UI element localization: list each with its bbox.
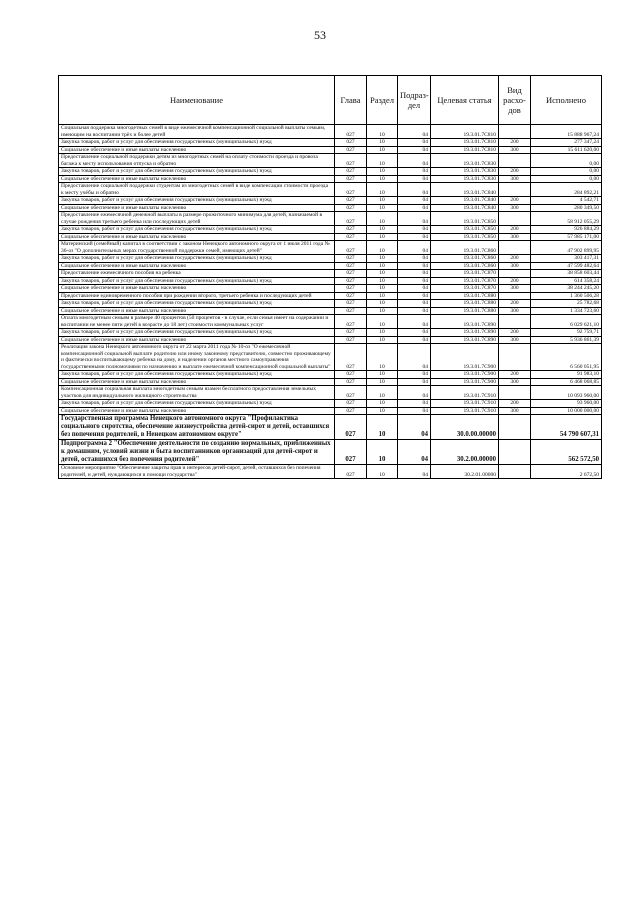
row-expense-type — [499, 344, 531, 371]
row-executed: 277 347,24 — [531, 139, 602, 147]
row-subsection: 04 — [398, 125, 431, 139]
row-executed: 1 334 723,60 — [531, 307, 602, 315]
row-expense-type: 300 — [499, 233, 531, 241]
row-expense-type — [499, 292, 531, 300]
row-target: 19.3.01.7С870 — [431, 270, 499, 278]
row-target: 19.3.01.7С890 — [431, 329, 499, 337]
table-row — [59, 315, 602, 329]
row-name: Материнский (семейный) капитал в соответствии с законом Ненецкого автономного округа от 1 июля 2011 года № 36-оз "О дополнительных мерах государственной поддержки семей, имеющих детей" — [59, 241, 335, 255]
row-subsection: 04 — [398, 344, 431, 371]
row-name: Реализация закона Ненецкого автономного округа от 22 марта 2011 года № 10-оз "О ежемесячной компенсационной социальной выплате родителю или иному законному представителю, совместно проживающему и фактически воспитывающему ребенка на дому, и наделении органов местного самоуправления государственными полномочиями по назначению и выплате ежемесячной компенсационной социальной выплаты" — [59, 344, 335, 371]
row-name: Социальное обеспечение и иные выплаты населению — [59, 262, 335, 270]
table-row — [59, 277, 602, 285]
row-executed: 38 244 245,20 — [531, 285, 602, 293]
header-executed: Исполнено — [531, 76, 602, 125]
row-section: 10 — [367, 183, 398, 197]
table-row — [59, 233, 602, 241]
row-name: Социальное обеспечение и иные выплаты населению — [59, 407, 335, 415]
row-chapter: 027 — [335, 146, 367, 154]
row-subsection: 04 — [398, 315, 431, 329]
table-row — [59, 175, 602, 183]
row-executed: 280 349,50 — [531, 204, 602, 212]
row-expense-type — [499, 183, 531, 197]
row-name: Предоставление ежемесячной денежной выплаты в размере прожиточного минимума для детей, назначаемой в случае рождения третьего ребенка или последующих детей — [59, 212, 335, 226]
row-name: Закупка товаров, работ и услуг для обеспечения государственных (муниципальных) нужд — [59, 255, 335, 263]
row-chapter: 027 — [335, 241, 367, 255]
row-executed: 2 672,50 — [531, 465, 602, 479]
row-subsection: 04 — [398, 407, 431, 415]
row-name: Предоставление единовременного пособия при рождении второго, третьего ребенка и последующих детей — [59, 292, 335, 300]
row-name: Закупка товаров, работ и услуг для обеспечения государственных (муниципальных) нужд — [59, 139, 335, 147]
table-row — [59, 300, 602, 308]
row-target: 19.3.01.7С910 — [431, 386, 499, 400]
row-section: 10 — [367, 386, 398, 400]
row-chapter: 027 — [335, 315, 367, 329]
row-name: Закупка товаров, работ и услуг для обеспечения государственных (муниципальных) нужд — [59, 197, 335, 205]
row-expense-type — [499, 440, 531, 465]
row-expense-type: 200 — [499, 168, 531, 176]
row-executed: 91 983,10 — [531, 371, 602, 379]
row-subsection: 04 — [398, 440, 431, 465]
row-chapter: 027 — [335, 465, 367, 479]
row-expense-type: 300 — [499, 262, 531, 270]
row-section: 10 — [367, 270, 398, 278]
row-section: 10 — [367, 292, 398, 300]
row-subsection: 04 — [398, 285, 431, 293]
row-target: 19.3.01.7С810 — [431, 146, 499, 154]
row-target: 19.3.01.7С870 — [431, 285, 499, 293]
row-executed: 57 985 171,00 — [531, 233, 602, 241]
row-name: Подпрограмма 2 "Обеспечение деятельности по созданию нормальных, приближенных к домашним, условий жизни и быта воспитанников организаций для детей-сирот и детей, оставшихся без попечения родителей" — [59, 440, 335, 465]
row-section: 10 — [367, 277, 398, 285]
row-section: 10 — [367, 139, 398, 147]
row-chapter: 027 — [335, 262, 367, 270]
row-target: 19.3.01.7С860 — [431, 255, 499, 263]
row-subsection: 04 — [398, 277, 431, 285]
row-target: 19.3.01.7С830 — [431, 154, 499, 168]
row-section: 10 — [367, 255, 398, 263]
row-executed: 562 572,50 — [531, 440, 602, 465]
row-subsection: 04 — [398, 183, 431, 197]
row-expense-type: 300 — [499, 336, 531, 344]
header-subsection: Подраз-дел — [398, 76, 431, 125]
header-expense-type: Вид расхо-дов — [499, 76, 531, 125]
row-section: 10 — [367, 212, 398, 226]
table-row — [59, 241, 602, 255]
row-expense-type — [499, 154, 531, 168]
table-header-row — [59, 76, 602, 125]
row-chapter: 027 — [335, 204, 367, 212]
row-name: Закупка товаров, работ и услуг для обеспечения государственных (муниципальных) нужд — [59, 300, 335, 308]
row-section: 10 — [367, 300, 398, 308]
row-subsection: 04 — [398, 139, 431, 147]
row-executed: 6 560 051,95 — [531, 344, 602, 371]
row-name: Основное мероприятие "Обеспечение защиты прав и интересов детей-сирот, детей, оставшихся без попечения родителей, и детей, нуждающихся в помощи государства" — [59, 465, 335, 479]
row-executed: 0,00 — [531, 168, 602, 176]
row-executed: 614 358,24 — [531, 277, 602, 285]
row-target: 19.3.01.7С840 — [431, 183, 499, 197]
row-target: 19.3.01.7С860 — [431, 241, 499, 255]
row-expense-type: 200 — [499, 139, 531, 147]
row-name: Социальное обеспечение и иные выплаты населению — [59, 378, 335, 386]
row-name: Социальное обеспечение и иные выплаты населению — [59, 146, 335, 154]
table-row — [59, 371, 602, 379]
row-target: 19.3.01.7С840 — [431, 197, 499, 205]
row-section: 10 — [367, 168, 398, 176]
row-name: Закупка товаров, работ и услуг для обеспечения государственных (муниципальных) нужд — [59, 168, 335, 176]
row-subsection: 04 — [398, 292, 431, 300]
row-target: 19.3.01.7С880 — [431, 300, 499, 308]
row-expense-type: 300 — [499, 407, 531, 415]
row-expense-type — [499, 415, 531, 440]
table-row — [59, 407, 602, 415]
row-target: 19.3.01.7С810 — [431, 139, 499, 147]
row-subsection: 04 — [398, 378, 431, 386]
table-row — [59, 336, 602, 344]
row-expense-type: 200 — [499, 197, 531, 205]
row-name: Социальное обеспечение и иные выплаты населению — [59, 336, 335, 344]
row-subsection: 04 — [398, 154, 431, 168]
table-row — [59, 292, 602, 300]
row-executed: 303 417,31 — [531, 255, 602, 263]
row-target: 19.3.01.7С830 — [431, 175, 499, 183]
row-name: Социальное обеспечение и иные выплаты населению — [59, 307, 335, 315]
row-subsection: 04 — [398, 197, 431, 205]
row-target: 19.3.01.7С900 — [431, 344, 499, 371]
row-name: Компенсационная социальная выплата многодетным семьям взамен бесплатного предоставления земельных участков для индивидуального жилищного строительства — [59, 386, 335, 400]
row-subsection: 04 — [398, 255, 431, 263]
row-executed: 4 542,71 — [531, 197, 602, 205]
row-chapter: 027 — [335, 386, 367, 400]
row-subsection: 04 — [398, 212, 431, 226]
row-chapter: 027 — [335, 183, 367, 197]
row-section: 10 — [367, 307, 398, 315]
row-target: 19.3.01.7С810 — [431, 125, 499, 139]
row-section: 10 — [367, 175, 398, 183]
page-number: 53 — [314, 28, 326, 42]
row-section: 10 — [367, 197, 398, 205]
row-expense-type: 300 — [499, 378, 531, 386]
row-chapter: 027 — [335, 336, 367, 344]
row-expense-type — [499, 212, 531, 226]
row-name: Оплата многодетным семьям в размере 40 процентов (50 процентов - в случае, если семья имеет на содержании и воспитании не менее пяти детей в возрасте до 18 лет) стоимости коммунальных услуг — [59, 315, 335, 329]
row-subsection: 04 — [398, 226, 431, 234]
row-chapter: 027 — [335, 197, 367, 205]
row-name: Закупка товаров, работ и услуг для обеспечения государственных (муниципальных) нужд — [59, 371, 335, 379]
row-name: Государственная программа Ненецкого автономного округа "Профилактика социального сиротства, обеспечение жизнеустройства детей-сирот и детей, оставшихся без попечения родителей, в Ненецком автономном округе" — [59, 415, 335, 440]
row-chapter: 027 — [335, 212, 367, 226]
table-row — [59, 378, 602, 386]
row-subsection: 04 — [398, 300, 431, 308]
row-executed: 0,00 — [531, 154, 602, 168]
row-name: Предоставление социальной поддержки студентам из многодетных семей в виде компенсации стоимости проезда к месту учёбы и обратно — [59, 183, 335, 197]
row-chapter: 027 — [335, 440, 367, 465]
row-expense-type: 200 — [499, 400, 531, 408]
row-target: 19.3.01.7С870 — [431, 277, 499, 285]
row-executed: 38 858 603,44 — [531, 270, 602, 278]
row-target: 19.3.01.7С890 — [431, 315, 499, 329]
row-target: 19.3.01.7С880 — [431, 307, 499, 315]
row-section: 10 — [367, 440, 398, 465]
row-name: Закупка товаров, работ и услуг для обеспечения государственных (муниципальных) нужд — [59, 400, 335, 408]
row-chapter: 027 — [335, 233, 367, 241]
table-row — [59, 154, 602, 168]
row-executed: 10 093 960,00 — [531, 386, 602, 400]
row-target: 19.3.01.7С850 — [431, 212, 499, 226]
row-target: 19.3.01.7С880 — [431, 292, 499, 300]
row-name: Социальное обеспечение и иные выплаты населению — [59, 175, 335, 183]
row-section: 10 — [367, 415, 398, 440]
table-row — [59, 386, 602, 400]
row-executed: 1 360 506,28 — [531, 292, 602, 300]
row-expense-type: 200 — [499, 329, 531, 337]
row-chapter: 027 — [335, 371, 367, 379]
row-executed: 58 912 055,29 — [531, 212, 602, 226]
table-row — [59, 212, 602, 226]
row-expense-type: 200 — [499, 300, 531, 308]
row-subsection: 04 — [398, 233, 431, 241]
table-row — [59, 204, 602, 212]
row-section: 10 — [367, 315, 398, 329]
table-row — [59, 262, 602, 270]
row-chapter: 027 — [335, 168, 367, 176]
row-target: 19.3.01.7С900 — [431, 371, 499, 379]
header-name: Наименование — [59, 76, 335, 125]
row-subsection: 04 — [398, 386, 431, 400]
row-chapter: 027 — [335, 344, 367, 371]
table-row — [59, 285, 602, 293]
row-subsection: 04 — [398, 465, 431, 479]
row-target: 19.3.01.7С840 — [431, 204, 499, 212]
row-chapter: 027 — [335, 154, 367, 168]
row-section: 10 — [367, 329, 398, 337]
row-section: 10 — [367, 262, 398, 270]
row-subsection: 04 — [398, 371, 431, 379]
row-chapter: 027 — [335, 329, 367, 337]
row-expense-type: 300 — [499, 307, 531, 315]
row-name: Социальное обеспечение и иные выплаты населению — [59, 285, 335, 293]
row-executed: 15 888 967,24 — [531, 125, 602, 139]
row-name: Закупка товаров, работ и услуг для обеспечения государственных (муниципальных) нужд — [59, 329, 335, 337]
row-subsection: 04 — [398, 168, 431, 176]
table-row — [59, 329, 602, 337]
row-target: 19.3.01.7С850 — [431, 226, 499, 234]
table-row — [59, 440, 602, 465]
row-executed: 0,00 — [531, 175, 602, 183]
row-section: 10 — [367, 154, 398, 168]
row-executed: 54 790 607,31 — [531, 415, 602, 440]
table-row — [59, 146, 602, 154]
row-target: 19.3.01.7С900 — [431, 378, 499, 386]
row-subsection: 04 — [398, 241, 431, 255]
row-section: 10 — [367, 344, 398, 371]
row-expense-type: 200 — [499, 226, 531, 234]
row-target: 19.3.01.7С850 — [431, 233, 499, 241]
row-name: Социальное обеспечение и иные выплаты населению — [59, 204, 335, 212]
table-row — [59, 400, 602, 408]
header-section: Раздел — [367, 76, 398, 125]
row-subsection: 04 — [398, 175, 431, 183]
budget-table — [58, 75, 602, 479]
row-target: 19.3.01.7С910 — [431, 400, 499, 408]
row-executed: 92 759,71 — [531, 329, 602, 337]
row-chapter: 027 — [335, 175, 367, 183]
row-section: 10 — [367, 400, 398, 408]
row-executed: 47 599 482,64 — [531, 262, 602, 270]
row-subsection: 04 — [398, 262, 431, 270]
row-chapter: 027 — [335, 292, 367, 300]
row-chapter: 027 — [335, 270, 367, 278]
row-subsection: 04 — [398, 146, 431, 154]
row-executed: 47 902 899,95 — [531, 241, 602, 255]
row-name: Предоставление ежемесячного пособия на ребенка — [59, 270, 335, 278]
row-chapter: 027 — [335, 300, 367, 308]
row-target: 19.3.01.7С860 — [431, 262, 499, 270]
table-row — [59, 183, 602, 197]
row-expense-type: 200 — [499, 371, 531, 379]
row-section: 10 — [367, 285, 398, 293]
row-executed: 284 892,21 — [531, 183, 602, 197]
table-row — [59, 139, 602, 147]
row-expense-type: 200 — [499, 255, 531, 263]
table-row — [59, 415, 602, 440]
row-section: 10 — [367, 241, 398, 255]
row-subsection: 04 — [398, 415, 431, 440]
row-chapter: 027 — [335, 407, 367, 415]
row-chapter: 027 — [335, 285, 367, 293]
table-row — [59, 465, 602, 479]
row-executed: 25 782,68 — [531, 300, 602, 308]
row-executed: 6 468 068,85 — [531, 378, 602, 386]
table-row — [59, 255, 602, 263]
row-expense-type — [499, 386, 531, 400]
row-section: 10 — [367, 204, 398, 212]
row-expense-type: 200 — [499, 277, 531, 285]
table-row — [59, 226, 602, 234]
row-expense-type: 300 — [499, 285, 531, 293]
row-name: Социальная поддержка многодетных семей в виде ежемесячной компенсационной социальной выплаты семьям, имеющим на воспитании трёх и более детей — [59, 125, 335, 139]
table-body — [59, 125, 602, 479]
row-expense-type — [499, 465, 531, 479]
row-chapter: 027 — [335, 255, 367, 263]
row-name: Социальное обеспечение и иные выплаты населению — [59, 233, 335, 241]
row-expense-type — [499, 315, 531, 329]
row-name: Предоставление социальной поддержки детям из многодетных семей на оплату стоимости проезда и провоза багажа к месту использования отпуска и обратно — [59, 154, 335, 168]
table-row — [59, 307, 602, 315]
row-section: 10 — [367, 465, 398, 479]
row-executed: 93 960,00 — [531, 400, 602, 408]
row-expense-type — [499, 125, 531, 139]
row-subsection: 04 — [398, 270, 431, 278]
table-row — [59, 270, 602, 278]
row-subsection: 04 — [398, 336, 431, 344]
row-chapter: 027 — [335, 307, 367, 315]
row-expense-type: 300 — [499, 146, 531, 154]
row-target: 30.0.00.00000 — [431, 415, 499, 440]
row-subsection: 04 — [398, 329, 431, 337]
row-section: 10 — [367, 336, 398, 344]
row-chapter: 027 — [335, 378, 367, 386]
row-section: 10 — [367, 233, 398, 241]
row-expense-type — [499, 270, 531, 278]
row-section: 10 — [367, 125, 398, 139]
row-chapter: 027 — [335, 277, 367, 285]
row-chapter: 027 — [335, 226, 367, 234]
row-subsection: 04 — [398, 400, 431, 408]
row-name: Закупка товаров, работ и услуг для обеспечения государственных (муниципальных) нужд — [59, 277, 335, 285]
table-row — [59, 125, 602, 139]
row-subsection: 04 — [398, 307, 431, 315]
row-executed: 15 611 620,00 — [531, 146, 602, 154]
row-chapter: 027 — [335, 415, 367, 440]
row-section: 10 — [367, 226, 398, 234]
header-chapter: Глава — [335, 76, 367, 125]
row-section: 10 — [367, 146, 398, 154]
row-target: 19.3.01.7С890 — [431, 336, 499, 344]
row-chapter: 027 — [335, 139, 367, 147]
row-target: 30.2.01.00000 — [431, 465, 499, 479]
row-target: 30.2.00.00000 — [431, 440, 499, 465]
row-section: 10 — [367, 371, 398, 379]
table-row — [59, 344, 602, 371]
row-expense-type — [499, 241, 531, 255]
row-expense-type: 300 — [499, 175, 531, 183]
row-executed: 6 029 621,10 — [531, 315, 602, 329]
row-section: 10 — [367, 378, 398, 386]
table-row — [59, 197, 602, 205]
row-chapter: 027 — [335, 125, 367, 139]
row-chapter: 027 — [335, 400, 367, 408]
row-subsection: 04 — [398, 204, 431, 212]
row-executed: 10 000 000,00 — [531, 407, 602, 415]
row-target: 19.3.01.7С910 — [431, 407, 499, 415]
row-expense-type: 300 — [499, 204, 531, 212]
row-executed: 926 884,29 — [531, 226, 602, 234]
row-executed: 5 936 861,39 — [531, 336, 602, 344]
row-section: 10 — [367, 407, 398, 415]
row-target: 19.3.01.7С830 — [431, 168, 499, 176]
header-target: Целевая статья — [431, 76, 499, 125]
row-name: Закупка товаров, работ и услуг для обеспечения государственных (муниципальных) нужд — [59, 226, 335, 234]
table-row — [59, 168, 602, 176]
